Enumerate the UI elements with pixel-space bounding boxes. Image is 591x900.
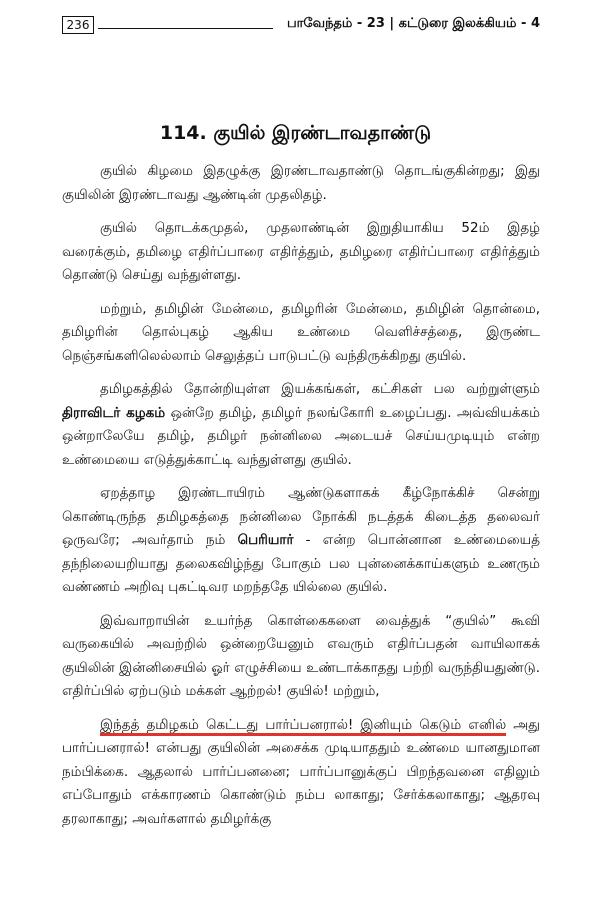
paragraph-text: என்பது குயிலின் அசைக்க முடியாததும் உண்மை யானதுமான நம்பிக்கை. ஆதலால் பார்ப்பனனை; பார்ப்பானுக்குப் பிறந்தவனை எதிலும் எப்போதும் எக்காரணம் கொண்டும் நம்ப லாகாது; சேர்க்கலாகாது; ஆதரவு தரலாகாது; அவர்களால் தமிழர்க்கு	[62, 740, 540, 827]
paragraph: குயில் கிழமை இதழுக்கு இரண்டாவதாண்டு தொடங்குகின்றது; இது குயிலின் இரண்டாவது ஆண்டின் முதலிதழ்.	[62, 163, 540, 203]
page-header	[62, 14, 540, 36]
underlined-text: இந்தத் தமிழகம் கெட்டது பார்ப்பனரால்! இனியும் கெடும் எனில்	[100, 716, 507, 733]
paragraph: குயில் தொடக்கமுதல், முதலாண்டின் இறுதியாகிய 52ம் இதழ் வரைக்கும், தமிழை எதிர்ப்பாரை எதிர்த்தும், தமிழரை எதிர்ப்பாரை எதிர்த்தும் தொண்டு செய்து வந்துள்ளது.	[62, 220, 540, 283]
underlined-text: அது பார்ப்பனரால்!	[62, 716, 540, 756]
body-text	[62, 160, 540, 841]
bold-term-periyar: பெரியார்	[237, 532, 294, 548]
chapter-title: 114. குயில் இரண்டாவதாண்டு	[159, 122, 432, 144]
header-rule	[98, 28, 273, 29]
paragraph-text: தமிழகத்தில் தோன்றியுள்ள இயக்கங்கள், கட்சிகள் பல வற்றுள்ளும்	[100, 381, 540, 397]
paragraph-text: ஒன்றே தமிழ், தமிழர் நலங்கோரி உழைப்பது. அவ்வியக்கம் ஒன்றாலேயே தமிழ், தமிழர் நன்னிலை அடையச் செய்யமுடியும் என்ற உண்மையை எடுத்துக்காட்டி வந்துள்ளது குயில்.	[62, 404, 540, 468]
paragraph-text: ஏறத்தாழ இரண்டாயிரம் ஆண்டுகளாகக் கீழ்நோக்கிச் சென்று கொண்டிருந்த தமிழகத்தை நன்னிலை நோக்கி நடத்தக் கிடைத்த தலைவர் ஒருவரே; அவர்தாம் நம்	[62, 485, 540, 548]
bold-term-dravidar-kazhagam: திராவிடர் கழகம்	[62, 404, 166, 421]
paragraph	[62, 482, 540, 600]
paragraph: இவ்வாறாயின் உயர்ந்த கொள்கைகளை வைத்துக் “குயில்” கூவி வருகையில் அவற்றில் ஒன்றையேனும் எவரும் எதிர்ப்பதன் வாயிலாகக் குயிலின் இன்னிசையில் ஓர் எழுச்சியை உண்டாக்காதது பற்றி வருந்தியதுண்டு. எதிர்ப்பில் ஏற்படும் மக்கள் ஆற்றல்! குயில்! மற்றும்,	[62, 612, 540, 699]
paragraph: மற்றும், தமிழின் மேன்மை, தமிழரின் மேன்மை, தமிழின் தொன்மை, தமிழரின் தொல்புகழ் ஆகிய உண்மை வெளிச்சத்தை, இருண்ட நெஞ்சங்களிலெல்லாம் செலுத்தப் பாடுபட்டு வந்திருக்கிறது குயில்.	[62, 300, 540, 364]
paragraph-text: - என்ற பொன்னான உண்மையைத் தந்நிலையறியாது தலைகவிழ்ந்து போகும் பல புன்னைக்காய்களும் உணரும் வண்ணம் அறிவு புகட்டிவர மறந்ததே யில்லை குயில்.	[62, 532, 540, 595]
running-title: பாவேந்தம் - 23 | கட்டுரை இலக்கியம் - 4	[286, 16, 540, 31]
paragraph	[62, 714, 540, 832]
paragraph	[62, 378, 540, 472]
page-number: 236	[62, 16, 94, 34]
